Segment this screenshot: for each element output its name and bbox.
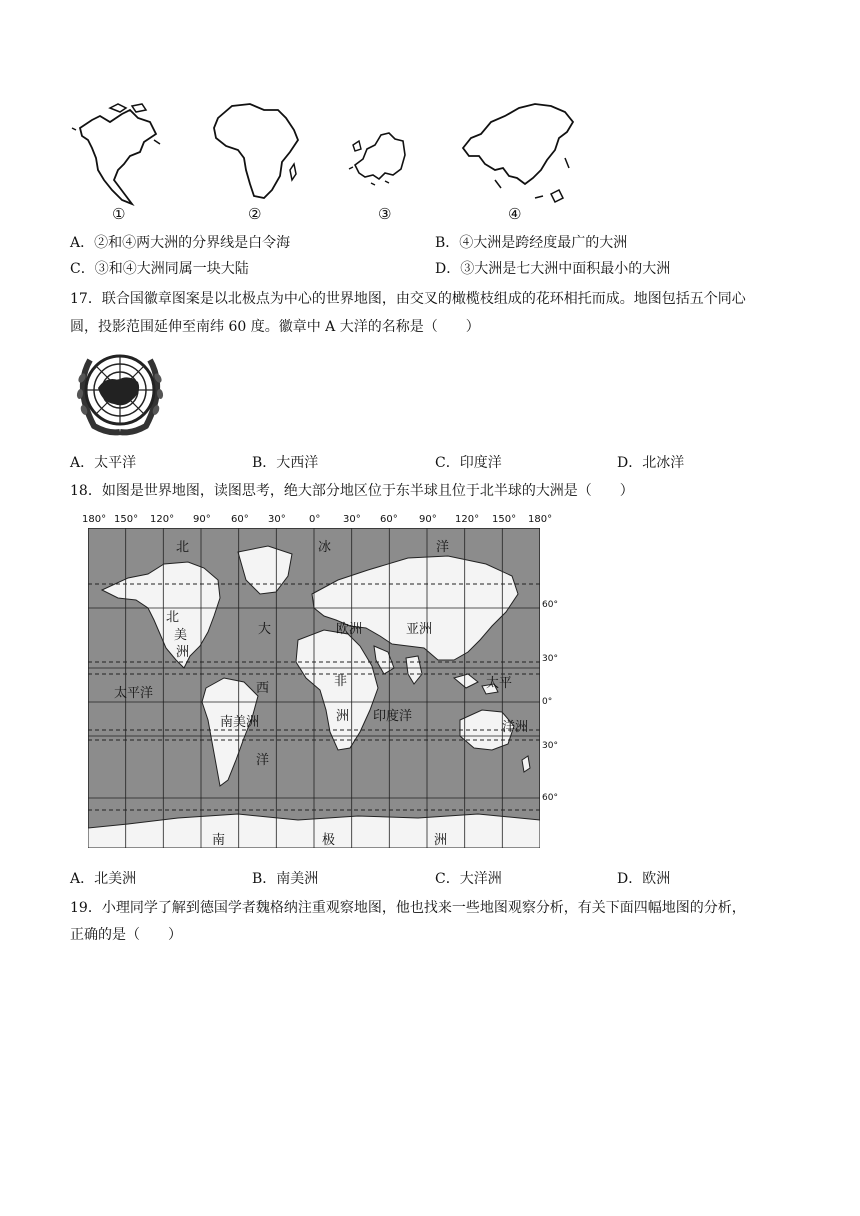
q18-option-c[interactable]: C．大洋洲 [435,871,502,887]
q17-stem-line2: 圆，投影范围延伸至南纬 60 度。徽章中 A 大洋的名称是（ ） [70,319,480,335]
map-label-nan: 南 [212,833,226,848]
map-label-bei: 北 [176,540,190,555]
lat-label-60s: 60° [542,793,558,803]
map-label-xi: 西 [256,681,270,696]
lat-label-0: 0° [542,697,553,707]
q16-option-b[interactable]: B．④大洲是跨经度最广的大洲 [435,235,628,251]
q18-option-d[interactable]: D．欧洲 [617,871,671,887]
q16-option-c[interactable]: C．③和④大洲同属一块大陆 [70,261,249,277]
map-label-na-3: 洲 [176,645,190,660]
lat-label-30s: 30° [542,741,558,751]
map-label-ji: 极 [322,833,336,848]
lon-label-180e: 180° [528,514,553,525]
map-label-yang-top: 洋 [436,540,450,555]
q17-option-d[interactable]: D．北冰洋 [617,455,685,471]
q18-option-a[interactable]: A．北美洲 [70,871,137,887]
map-label-zhou-ant: 洲 [434,833,448,848]
lat-label-30n: 30° [542,654,558,664]
lon-label-30w: 30° [268,514,286,525]
map-label-fei: 非 [334,674,348,689]
lon-label-120e: 120° [455,514,480,525]
figure-caption-4: ④ [508,205,522,223]
q18-option-b[interactable]: B．南美洲 [252,871,319,887]
un-emblem-image [68,348,172,438]
lat-label-60n: 60° [542,600,558,610]
map-label-pacific-w: 太平洋 [114,686,154,701]
lon-label-150e: 150° [492,514,517,525]
lon-label-90w: 90° [193,514,211,525]
map-label-europe: 欧洲 [336,622,363,637]
figure-caption-2: ② [248,205,262,223]
continent-outline-3 [345,125,410,190]
q16-option-a[interactable]: A．②和④两大洲的分界线是白令海 [70,235,291,251]
figure-caption-1: ① [112,205,126,223]
map-label-asia: 亚洲 [406,622,433,637]
continent-outline-4 [455,98,580,218]
lon-label-120w: 120° [150,514,175,525]
q16-option-d[interactable]: D．③大洲是七大洲中面积最小的大洲 [435,261,671,277]
map-label-na-1: 北 [166,610,180,625]
map-label-oceania: 洋洲 [502,720,529,735]
q17-option-c[interactable]: C．印度洋 [435,455,502,471]
continent-outline-1 [70,100,170,210]
continent-outline-2 [208,100,303,210]
map-label-yang-atl: 洋 [256,753,270,768]
lon-label-90e: 90° [419,514,437,525]
lon-label-60w: 60° [231,514,249,525]
map-label-bing: 冰 [318,540,332,555]
map-label-indian-ocean: 印度洋 [373,709,413,724]
q18-stem: 18．如图是世界地图，读图思考，绝大部分地区位于东半球且位于北半球的大洲是（ ） [70,483,634,499]
map-label-south-america: 南美洲 [220,715,260,730]
lon-label-180w: 180° [82,514,107,525]
q17-option-a[interactable]: A．太平洋 [70,455,137,471]
map-label-da: 大 [258,622,272,637]
q17-option-b[interactable]: B．大西洋 [252,455,319,471]
map-label-zhou-af: 洲 [336,709,350,724]
world-map [88,528,540,848]
lon-label-60e: 60° [380,514,398,525]
lon-label-0: 0° [309,514,321,525]
q19-stem-line1: 19．小理同学了解到德国学者魏格纳注重观察地图，他也找来一些地图观察分析，有关下面四幅地图的分析， [70,900,746,916]
lon-label-150w: 150° [114,514,139,525]
map-label-pacific-e: 太平 [486,676,513,691]
q17-stem-line1: 17．联合国徽章图案是以北极点为中心的世界地图，由交叉的橄榄枝组成的花环相托而成。地图包括五个同心 [70,291,746,307]
figure-caption-3: ③ [378,205,392,223]
q19-stem-line2: 正确的是（ ） [70,927,182,943]
lon-label-30e: 30° [343,514,361,525]
map-label-na-2: 美 [174,628,188,643]
